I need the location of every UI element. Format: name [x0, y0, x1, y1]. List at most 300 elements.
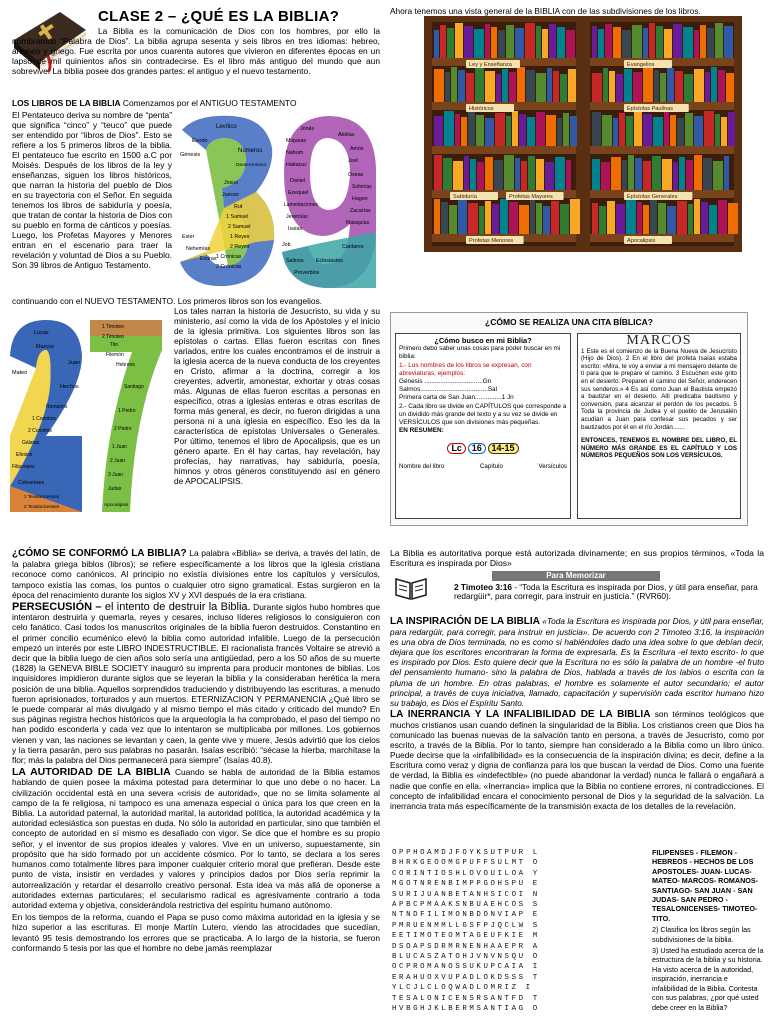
word-search-row: MGOTNRENBIMPPGOHSPU E	[392, 880, 540, 889]
book-spine	[560, 204, 569, 234]
book-spine	[519, 205, 529, 234]
book-label: 2 Tesalonicenses	[24, 504, 60, 509]
word-search-row: EETIMOTEOMTAGEUFKIE M	[392, 932, 540, 941]
word-search-side	[652, 848, 764, 1012]
cita-badge-labels	[399, 463, 567, 471]
book-spine	[601, 162, 610, 190]
book-spine	[700, 25, 706, 58]
book-spine	[643, 114, 652, 146]
bookshelf-graphic	[424, 16, 742, 252]
persecucion-paragraph	[12, 602, 380, 765]
book-label: Salmos	[286, 258, 304, 264]
book-spine	[536, 159, 544, 190]
cita-biblica-panel	[390, 312, 748, 526]
book-spine	[628, 155, 634, 190]
book-spine	[613, 27, 621, 58]
book-spine	[605, 24, 612, 58]
old-testament-39-graphic	[176, 112, 380, 290]
book-label: Amós	[350, 146, 364, 152]
inspiracion-text: «Toda la Escritura es inspirada por Dios, y útil para enseñar, para redargüir, para corregir, para instruir en justicia». De acuerdo con 2 Timoteo 3:16, la inspiración es una obra de Dios terminada, no es como si habiéndoles dado una idea sobre lo que debían decir, dejara que los escritores encontraran la forma de expresarla. Es la Escritura -el texto escrito- lo que es inspirado por Dios. Esto quiere decir que la Escritura no es sólo la palabra de un hombre -el fruto del pensamiento humano- sino la palabra de Dios, hablada a través de los labios o escrita con la pluma de un hombre. En otras palabras, el hombre es solamente el autor secundario; el autor principal, a través de cuya iniciativa, llamado, capacitación y supervisión cada escritor humano hizo su trabajo, es Dios el Espíritu Santo.	[390, 616, 764, 708]
book-spine	[542, 29, 548, 58]
book-label: 1 Timoteo	[102, 324, 124, 330]
book-label: Ester	[182, 234, 195, 240]
book-spine	[709, 205, 717, 234]
word-search-row: NTNDFILIMONBDONVIAP E	[392, 911, 540, 920]
book-spine	[551, 201, 559, 234]
book-label: 1 Pedro	[118, 408, 136, 414]
book-spine	[553, 71, 559, 102]
memorize-box	[392, 571, 762, 617]
book-spine	[635, 158, 642, 190]
cita-title: ¿CÓMO SE REALIZA UNA CITA BÍBLICA?	[485, 317, 653, 327]
book-spine	[650, 200, 657, 234]
word-list: FILIPENSES - FILEMON - HEBREOS - HECHOS DE LOS APOSTOLES- JUAN- LUCAS- MATEO- MARCOS- ROMANOS- SANTIAGO- SAN JUAN - SAN JUDAS- SAN PEDRO - TESALONICENSES- TIMOTEO- TITO.	[652, 848, 759, 923]
cita-summary: ENTONCES, TENEMOS EL NOMBRE DEL LIBRO, EL NÚMERO MÁS GRANDE ES EL CAPÍTULO Y LOS NÚMEROS PEQUEÑOS SON LOS VERSÍCULOS.	[581, 437, 737, 460]
book-spine	[517, 67, 525, 102]
book-spine	[643, 205, 649, 234]
book-spine	[694, 30, 699, 58]
book-label: 1 Crónicas	[216, 254, 242, 260]
book-spine	[485, 24, 490, 58]
book-label: Oseas	[348, 172, 364, 178]
conformo-paragraph	[12, 548, 380, 600]
word-search-row: APBCPMAAKSNBUAEHCOS S	[392, 901, 540, 910]
book-spine	[684, 74, 693, 102]
book-label: Tito	[110, 342, 119, 348]
book-spine	[445, 72, 450, 102]
book-spine	[654, 70, 659, 102]
inerrancia-paragraph	[390, 709, 764, 811]
book-label: 2 Samuel	[228, 224, 251, 230]
at-paragraph: El Pentateuco deriva su nombre de “penta” que significa “cinco” y “teuco” que puede ser entendido por “libros de Dios”. Esto se refiere a los 5 primeros libros de la biblia. El pentateuco fue escrito en 1500 a.C por Moisés. Después de los libros de la ley y enseñanzas, siguen los libros históricos, que narran la historia del pueblo de Dios en su trayectoria con el Señor. En seguida tenemos los libros de sabiduría y poesía, que tratan de contar la historia de Dios con su pueblo en forma de cánticos y poesías. Luego, los Profetas Mayores y Menores entran en el escenario para traer la revelación y voluntad de Dios a su Pueblo. Son 39 libros de Antiguo Testamento.	[12, 110, 172, 270]
book-spine	[455, 23, 463, 58]
conformo-heading: ¿CÓMO SE CONFORMÓ LA BIBLIA?	[12, 548, 187, 559]
book-spine	[461, 117, 467, 146]
book-spine	[547, 68, 552, 102]
libros-subheading: Comenzamos por el ANTIGUO TESTAMENTO	[120, 98, 297, 108]
book-spine	[703, 158, 712, 190]
book-spine	[555, 157, 565, 190]
book-spine	[622, 160, 627, 190]
cita-left-p3: 2.- Cada libro se divide en CAPÍTULOS que corresponde a un dividido más grande del texto y a su vez se divide en VERSÍCULOS que son divisiones más pequeñas.	[399, 402, 567, 427]
book-label: Filemón	[106, 352, 124, 358]
book-label: Mateo	[12, 370, 28, 376]
book-spine	[512, 111, 518, 146]
word-search-grid	[392, 848, 648, 1024]
book-spine	[521, 161, 527, 190]
book-label: 2 Corintios	[28, 428, 52, 434]
new-testament-27-graphic	[6, 316, 166, 520]
book-spine	[434, 30, 439, 58]
memorize-verse	[454, 583, 760, 602]
book-spine	[603, 68, 608, 102]
book-label: Joel	[348, 158, 358, 164]
book-spine	[656, 26, 663, 58]
book-spine	[449, 205, 457, 234]
book-spine	[616, 204, 625, 234]
word-search-row: TESALONICENSRSANTFD T	[392, 994, 540, 1003]
autoridad-heading: LA AUTORIDAD DE LA BIBLIA	[12, 766, 171, 779]
word-search-row: OCPROMANOSSUKUPCAIA I	[392, 963, 540, 972]
book-name-label: Nombre del libro	[399, 462, 445, 470]
book-spine	[549, 24, 556, 58]
book-label: Sofonías	[352, 184, 372, 190]
shelf-label: Ley y Enseñanza	[469, 62, 512, 68]
book-spine	[619, 113, 625, 146]
book-spine	[536, 203, 542, 234]
cita-instructions	[395, 333, 571, 519]
book-spine	[440, 25, 446, 58]
book-spine	[724, 156, 729, 190]
book-label: Santiago	[124, 384, 144, 390]
book-spine	[566, 160, 571, 190]
book-spine	[536, 26, 541, 58]
book-label: Juan	[68, 360, 80, 366]
book-label: Marcos	[36, 344, 55, 350]
book-label: Zacarías	[350, 208, 371, 214]
book-spine	[504, 155, 514, 190]
autoritativa-paragraph: La Biblia es autoritativa porque está autorizada divinamente; en sus propios términos, «Toda la Escritura es inspirada por Dios»	[390, 548, 764, 569]
cita-left-p2: 1.- Los nombres de los libros se expresan, con abreviaturas, ejemplos:	[399, 361, 532, 377]
book-spine	[509, 202, 518, 234]
book-spine	[570, 199, 580, 234]
word-search-row: ERAHUOXVUPADLOKDSSS T	[392, 973, 540, 982]
book-label: Cantares	[342, 244, 364, 250]
book-spine	[453, 161, 463, 190]
book-spine	[496, 74, 501, 102]
book-spine	[444, 111, 454, 146]
book-spine	[509, 72, 516, 102]
book-spine	[560, 74, 567, 102]
book-spine	[557, 27, 565, 58]
marcos-text: 1 Este es el comienzo de la Buena Nueva de Jesucristo (Hijo de Dios). 2 En el libro del profeta Isaías estaba escrito: «Mira, te voy a enviar a mi mensajero delante de ti para que te prepare el camino. 3 Escuchen este grito en el desierto: Preparen el camino del Señor, enderecen sus senderos.» 4 Es así como Juan el Bautista empezó a bautizar en el desierto. Allí predicaba bautismo y conversión, para alcanzar el perdón de los pecados. 5 Toda la provincia de Judea y el pueblo de Jerusalén acudían a Juan para confesar sus pecados y ser bautizados por él en el río Jordán.......	[581, 347, 737, 431]
inerrancia-heading: LA INERRANCIA Y LA INFALIBILIDAD DE LA BIBLIA	[390, 708, 651, 720]
book-spine	[726, 73, 734, 102]
cita-example: Salmos......................................Sal	[399, 386, 498, 394]
right-lower-column	[390, 616, 764, 811]
book-spine	[458, 200, 467, 234]
book-label: Deuteronomio	[236, 163, 267, 168]
book-spine	[667, 206, 676, 234]
shelf-label: Históricos	[469, 106, 494, 112]
book-spine	[662, 159, 672, 190]
book-spine	[530, 200, 535, 234]
book-spine	[652, 156, 661, 190]
word-search-row: CORINTIOSHLOVOUILOA Y	[392, 869, 540, 878]
book-spine	[495, 113, 505, 146]
book-spine	[592, 26, 597, 58]
book-spine	[515, 28, 524, 58]
book-spine	[658, 203, 666, 234]
book-label: Daniel	[290, 178, 306, 184]
book-label: Colosenses	[18, 480, 45, 486]
cita-marcos-example	[577, 333, 741, 519]
book-label: Nehemías	[186, 246, 211, 252]
word-search-row: OPPHOAMDJFOYKSUTPUR L	[392, 849, 540, 857]
book-spine	[694, 199, 700, 234]
chapter-label: Capítulo	[479, 462, 503, 470]
book-spine	[434, 155, 442, 190]
book-spine	[563, 113, 569, 146]
cita-resumen: EN RESUMEN:	[399, 427, 444, 435]
book-spine	[434, 116, 443, 146]
cita-left-title: ¿Cómo busco en mi Biblia?	[434, 336, 532, 345]
book-spine	[476, 115, 484, 146]
book-spine	[536, 73, 546, 102]
book-spine	[485, 201, 491, 234]
page-title-block	[98, 8, 382, 25]
book-label: Hageo	[352, 196, 368, 202]
book-spine	[679, 157, 685, 190]
book-spine	[485, 157, 493, 190]
book-spine	[637, 202, 642, 234]
book-spine	[536, 112, 545, 146]
chapter-badge: 16	[468, 443, 486, 453]
book-spine	[592, 112, 601, 146]
book-spine	[633, 72, 642, 102]
book-spine	[632, 25, 642, 58]
book-label: Números	[238, 148, 263, 154]
book-spine	[474, 29, 484, 58]
book-spine	[664, 112, 669, 146]
shelf-label: Sabiduría	[453, 194, 477, 200]
book-spine	[475, 68, 484, 102]
book-spine	[616, 74, 623, 102]
book-badge: Lc	[447, 443, 466, 453]
autoridad-paragraph	[12, 767, 380, 910]
nt-paragraph: Los tales narran la historia de Jesucristo, su vida y su ministerio, así como la vida de los Apóstoles y el inicio de la iglesia primitiva. Los siguientes libros son las epístolas o cartas. Ellas fueron escritas con fines variados, entre los cuales encontramos el de instruir a la iglesia acerca de la nueva conducta de los creyentes en Cristo, afirmar a la doctrina, corregir a los creyentes, advertir, amonestar, exhortar y otras cosas más. Algunas de ellas fueron escritas a personas en específico, otras a iglesias enteras e otras escritas de forma más general, es decir, no fueron dirigidas a una persona ni a una iglesia en específico. Eso les da la característica de epístolas Universales o Generales. Por último, tenemos el libro de Apocalipsis, que es un género aparte. En él hay cartas, hay revelación, hay profecías, hay narrativas, hay sabiduría, poesía, himnos y otros géneros constituyendo así en género de APOCALIPSIS.	[174, 306, 380, 486]
book-label: Eclesiastés	[316, 258, 343, 264]
shelf-label: Apocalipsis	[627, 238, 656, 244]
bookshelf-caption: Ahora tenemos una vista general de la BIBLIA con de las subdivisiones de los libros.	[390, 6, 701, 16]
book-spine	[451, 67, 457, 102]
book-spine	[464, 26, 473, 58]
book-spine	[694, 69, 704, 102]
book-spine	[724, 26, 733, 58]
book-spine	[526, 70, 535, 102]
book-label: Jonás	[300, 126, 315, 132]
book-spine	[707, 28, 714, 58]
shelf-label: Evangelios	[627, 62, 655, 68]
shelf-label: Epístolas Paulinas	[627, 106, 674, 112]
book-label: Rut	[234, 204, 243, 210]
book-spine	[715, 114, 720, 146]
book-label: Levítico	[216, 124, 237, 130]
nt-intro-line: continuando con el NUEVO TESTAMENTO. Los primeros libros son los evangelios.	[12, 296, 323, 306]
book-spine	[447, 28, 454, 58]
memorize-text: - “Toda la Escritura es inspirada por Dios, y útil para enseñar, para redargüir*, para corregir, para instruir en justicia.” (RVR60).	[454, 582, 758, 602]
verses-label: Versículos	[538, 462, 567, 470]
book-spine	[519, 114, 526, 146]
book-spine	[470, 159, 476, 190]
book-spine	[468, 203, 478, 234]
book-spine	[688, 204, 693, 234]
book-label: Judas	[108, 486, 122, 492]
page-title: CLASE 2 – ¿QUÉ ES LA BIBLIA?	[98, 8, 340, 25]
book-spine	[694, 116, 703, 146]
book-spine	[677, 118, 684, 146]
book-spine	[611, 157, 621, 190]
book-label: Isaías	[288, 226, 303, 232]
word-search-row: DSOAPSDRMRNENHAAEPR A	[392, 942, 540, 951]
book-spine	[667, 68, 674, 102]
shelf-board	[432, 146, 576, 154]
book-spine	[528, 156, 535, 190]
book-spine	[592, 203, 598, 234]
libros-heading-line	[12, 98, 380, 108]
book-spine	[664, 29, 672, 58]
book-spine	[728, 112, 735, 146]
open-book-icon	[394, 575, 428, 601]
inspiracion-heading: LA INSPIRACIÓN DE LA BIBLIA	[390, 616, 540, 627]
book-spine	[701, 202, 708, 234]
book-spine	[479, 206, 484, 234]
book-spine	[492, 204, 499, 234]
book-spine	[491, 27, 497, 58]
book-spine	[613, 118, 618, 146]
book-spine	[686, 160, 693, 190]
book-spine	[506, 116, 511, 146]
book-spine	[660, 73, 666, 102]
book-label: Jueces	[222, 192, 239, 198]
book-spine	[602, 115, 612, 146]
question-3: 3) Usted ha estudiado acerca de la estructura de la biblia y su historia. Ha visto acerca de la autoridad, inspiración, inerrancia e infalibilidad de la Biblia. Contesta con sus palabras, ¿por qué usted debe creer en la Biblia?	[652, 946, 764, 1012]
book-spine	[458, 70, 465, 102]
book-label: Lamentaciones	[284, 202, 318, 208]
book-label: 2 Reyes	[230, 244, 250, 250]
book-label: 3 Juan	[108, 472, 124, 478]
book-spine	[711, 67, 717, 102]
cita-example: Génesis .................................Gn	[399, 378, 492, 386]
book-spine	[568, 69, 576, 102]
book-spine	[570, 116, 577, 146]
book-label: Éxodo	[192, 138, 208, 144]
book-spine	[728, 203, 738, 234]
cita-example: Primera carta de San Juan...............1 Jn	[399, 394, 514, 402]
shelf-label: Profetas Menores	[469, 238, 514, 244]
book-spine	[643, 28, 648, 58]
book-spine	[434, 69, 444, 102]
book-spine	[677, 201, 687, 234]
book-spine	[498, 30, 505, 58]
book-spine	[477, 162, 484, 190]
book-label: Romanos	[46, 404, 68, 410]
book-spine	[545, 162, 554, 190]
autoridad-text: Cuando se habla de autoridad de la Biblia estamos hablando de quien posee la máxima potestad para determinar lo que uno debe o no hacer. La civilización occidental está en una severa «crisis de autoridad», que no se limita solamente al campo de la fe religiosa, ni tampoco es una amenaza especial o única para los que creen en la Biblia. La autoridad paternal, la autoridad marital, la autoridad política, la autoridad académica y la autoridad eclesiástica son puestas en duda. No sólo la autoridad en particular, sino que también el concepto de autoridad en sí mismo es desafiado con vigor. Se dice que el hombre es su propio señor, y el inventor de sus propios ideales y valores. Vive en un universo, supuestamente, sin propósito que ha sido formado por un accidente cósmico. Por lo tanto, se declara a los seres humanos como totalmente libres para imponer cualquier criterio moral que prefieran. Desde este punto de vista, insistir en verdades y valores y principios dados por Dios sería reprimir la autorrealización y retardar el desarrollo creativo personal. Esta idea va más allá de oponerse a autoridades externas particulares; el secularismo radical es agresivamente contrario a toda autoridad externa y objetiva, considerándola restrictiva del espíritu humano autónomo.	[12, 767, 380, 910]
book-label: 1 Reyes	[230, 234, 250, 240]
book-label: 1 Corintios	[32, 416, 56, 422]
cita-left-p1: Primero debo saber unas cosas para poder buscar en mi biblia:	[399, 345, 561, 361]
book-label: Gálatas	[22, 440, 40, 446]
conformo-text: La palabra «Biblia» se deriva, a través del latín, de la palabra griega biblos (libros); se refiere específicamente a los libros que la iglesia cristiana reconoce como canónicos. Al principio no existía divisiones entre los capítulos y versículos, tampoco existía las comas, los puntos o cualquier otro signo gramatical. Estas surgieron en la época del renacimiento durante los siglos XV y XVI después de la era cristiana.	[12, 548, 380, 600]
book-spine	[468, 112, 475, 146]
book-spine	[643, 67, 653, 102]
book-spine	[466, 73, 474, 102]
book-label: Génesis	[180, 152, 201, 158]
book-spine	[718, 70, 725, 102]
book-label: Habacuc	[286, 162, 307, 168]
book-spine	[705, 72, 710, 102]
book-spine	[624, 69, 632, 102]
book-label: Esdras	[200, 256, 217, 262]
book-label: Nahum	[286, 150, 304, 156]
book-label: Job	[282, 242, 291, 248]
book-spine	[592, 73, 602, 102]
shelf-board	[590, 146, 734, 154]
question-2: 2) Clasifica los libros según las subdivisiones de la biblia.	[652, 925, 751, 944]
shelf-label: Profetas Mayores	[509, 194, 553, 200]
book-label: Hebreos	[116, 362, 135, 368]
book-spine	[715, 23, 723, 58]
book-spine	[673, 24, 682, 58]
word-search-row: PMRUENMMLLGSFPJQCLW S	[392, 921, 540, 930]
book-spine	[598, 29, 604, 58]
book-spine	[502, 69, 508, 102]
book-spine	[685, 113, 693, 146]
cita-example-badges	[399, 443, 567, 454]
book-spine	[643, 161, 651, 190]
libros-heading: LOS LIBROS DE LA BIBLIA	[12, 98, 121, 108]
book-spine	[527, 117, 535, 146]
book-spine	[500, 199, 508, 234]
intro-paragraph: La Biblia es la comunicación de Dios con los hombres, por ello la nombramos “Palabra de Dios”. La biblia agrupa sesenta y seis libros en tres idiomas: hebreo, arameo y griego. Fue escrita por unos cuarenta autores que vivieron en diferentes épocas en un lapso de mil quinientos años sin contradecirse. Es el libro más antiguo del mundo que aun sobrevive. La biblia posee dos grandes partes: el antiguo y el nuevo testamento.	[12, 26, 380, 76]
book-spine	[543, 206, 550, 234]
book-label: Filipenses	[12, 464, 35, 470]
book-spine	[704, 111, 714, 146]
book-spine	[675, 71, 683, 102]
book-label: 1 Tesalonicenses	[24, 494, 60, 499]
book-spine	[494, 160, 503, 190]
book-label: 1 Juan	[112, 444, 128, 450]
book-label: Hechos	[60, 384, 79, 390]
persecucion-heading: PERSECUSIÓN –	[12, 601, 105, 614]
book-label: 2 Timoteo	[102, 334, 124, 340]
word-search-row: YLCJLCLOQWADLOMRIZ I	[392, 984, 533, 993]
book-spine	[653, 117, 663, 146]
book-label: 1 Samuel	[226, 214, 249, 220]
book-spine	[434, 199, 440, 234]
book-spine	[485, 71, 495, 102]
inspiracion-paragraph	[390, 616, 764, 708]
book-spine	[609, 71, 615, 102]
book-label: Efesios	[16, 452, 33, 458]
inerrancia-text: son términos teológicos que muchos cristianos usan cuando definen la singularidad de la Biblia. Los cristianos creen que Dios ha comunicado las buenas nuevas de la salvación tanto en persona, a través de Jesucristo, como por escrito, a través de la Biblia. Por lo tanto, siempre han considerado a la Biblia como un libro único. Puede decirse que la «infalibilidad» es la consecuencia de la inspiración divina; es decir, define a la Escritura como veraz y digna de confianza para los que buscan la verdad de Dios. Como una fuente de verdad, la Biblia es «indefectible» (no puede abandonar la verdad) nunca le fallará o engañará a nadie que confíe en ella. «Inerrancia» implica que la Biblia no contiene errores, ni contradicciones. El concepto de infalibilidad encara el conocimiento personal de Dios y la seguridad de la salvación. La inerrancia trata más específicamente de la transmisión exacta de los detalles de la revelación.	[390, 708, 764, 811]
book-spine	[683, 27, 693, 58]
book-spine	[607, 201, 615, 234]
book-label: Lucas	[34, 330, 49, 336]
word-search-row: SURIJUANBETANHSICOI N	[392, 890, 540, 899]
marcos-heading: MARCOS	[626, 333, 692, 348]
book-label: 2 Crónicas	[216, 264, 242, 270]
shelf-label: Epístolas Generales	[627, 194, 678, 200]
book-spine	[721, 117, 727, 146]
book-label: 2 Juan	[110, 458, 126, 464]
book-spine	[525, 23, 535, 58]
book-spine	[441, 202, 448, 234]
book-label: Ezequiel	[288, 190, 309, 196]
book-spine	[634, 111, 642, 146]
book-spine	[622, 30, 631, 58]
book-label: 2 Pedro	[114, 426, 132, 432]
book-spine	[673, 162, 678, 190]
book-label: Proverbios	[294, 270, 320, 276]
book-spine	[506, 25, 514, 58]
book-label: Jeremías	[286, 214, 308, 220]
book-spine	[546, 115, 556, 146]
book-spine	[566, 30, 575, 58]
memorize-band: Para Memorizar	[492, 571, 660, 581]
book-spine	[626, 116, 633, 146]
